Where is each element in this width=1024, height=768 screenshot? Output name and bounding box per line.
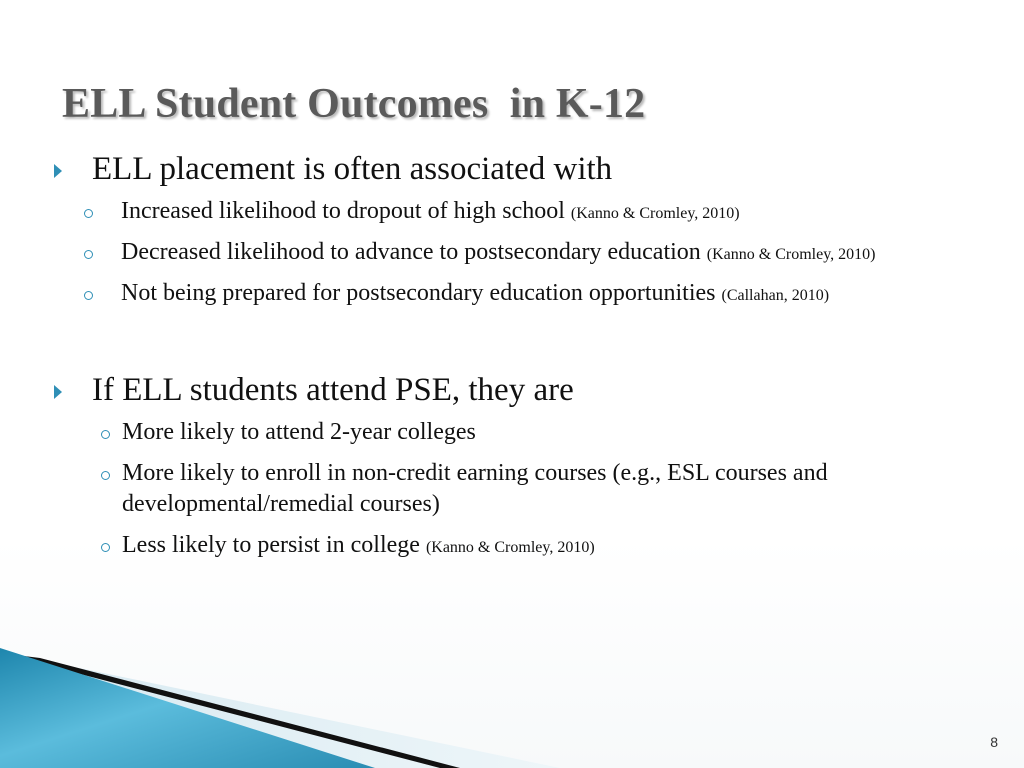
main-bullet-item: [0, 371, 1024, 411]
sub-bullet-item: [0, 196, 1024, 227]
sub-bullet-text: Less likely to persist in college: [122, 532, 420, 559]
page-number: 8: [990, 734, 998, 750]
circle-bullet-icon: [84, 250, 93, 259]
sub-bullet-text: Decreased likelihood to advance to postsecondary education: [121, 238, 701, 265]
sub-bullet-list: [0, 196, 1024, 310]
arrow-bullet-icon: [54, 164, 62, 178]
main-bullet-text: ELL placement is often associated with: [92, 151, 613, 187]
sub-bullet-item: [0, 237, 1024, 268]
sub-bullet-item: [0, 417, 1024, 448]
circle-bullet-icon: [101, 543, 110, 552]
citation: (Kanno & Cromley, 2010): [706, 245, 876, 263]
sub-bullet-item: [0, 530, 1024, 561]
circle-bullet-icon: [84, 209, 93, 218]
citation: (Callahan, 2010): [721, 286, 830, 304]
sub-bullet-text: More likely to enroll in non-credit earning courses (e.g., ESL courses and developmental/remedial courses): [122, 459, 828, 518]
slide-title: ELL Student Outcomes in K-12: [62, 81, 646, 127]
circle-bullet-icon: [101, 471, 110, 480]
sub-bullet-list: [0, 417, 1024, 562]
sub-bullet-item: [0, 278, 1024, 309]
sub-bullet-text: More likely to attend 2-year colleges: [122, 418, 476, 445]
sub-bullet-text: Not being prepared for postsecondary education opportunities: [121, 279, 716, 306]
circle-bullet-icon: [101, 430, 110, 439]
citation: (Kanno & Cromley, 2010): [570, 204, 740, 222]
slide-content: [0, 150, 1024, 572]
main-bullet-text: If ELL students attend PSE, they are: [92, 372, 574, 409]
sub-bullet-item: [0, 458, 1024, 520]
sub-bullet-text: Increased likelihood to dropout of high school: [121, 197, 565, 224]
main-bullet-item: [0, 150, 1024, 190]
citation: (Kanno & Cromley, 2010): [425, 539, 595, 557]
circle-bullet-icon: [84, 291, 93, 300]
arrow-bullet-icon: [54, 385, 62, 399]
